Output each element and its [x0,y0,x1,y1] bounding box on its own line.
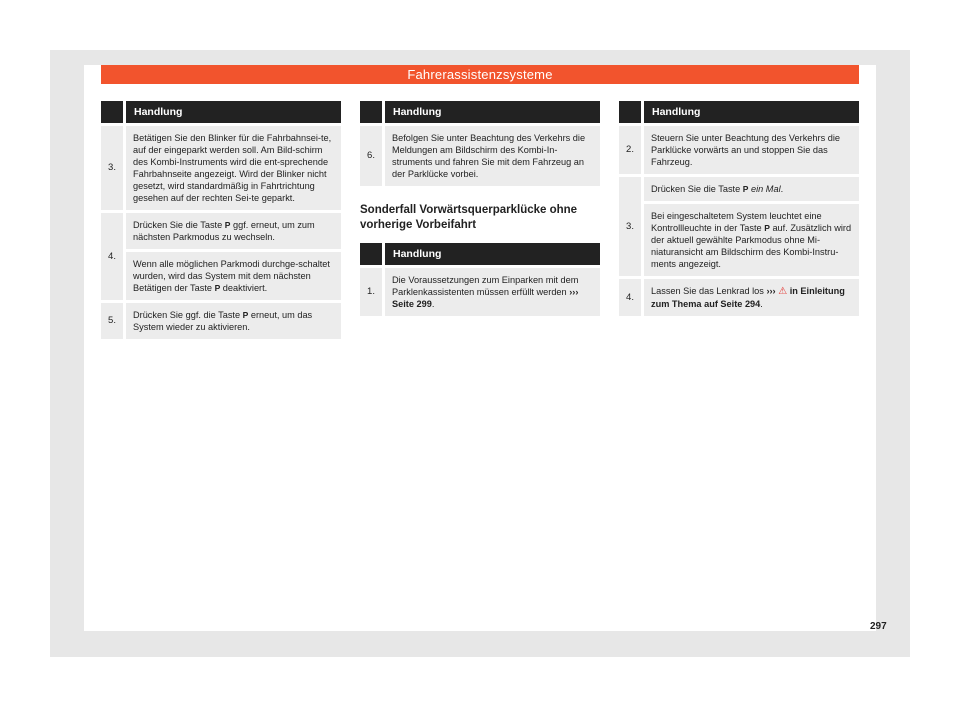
step-text: Drücken Sie die Taste P ggf. erneut, um zum nächsten Parkmodus zu wechseln. [126,213,341,249]
table-row [360,126,600,186]
table-row [360,268,600,316]
table-row [619,204,859,276]
parking-key-icon: P [764,223,770,233]
step-text: Betätigen Sie den Blinker für die Fahrbahnsei-te, auf der eingeparkt werden soll. Am Bild-schirm des Kombi-Instruments wird die ent-sprechende Fahrbahnseite angezeigt. Wird der Blinker nicht gesetzt, wird standardmäßig in Fahrtrichtung gesehen auf der rechten Sei-te geparkt. [126,126,341,210]
table-row [619,126,859,174]
step-number: 6. [360,126,385,186]
page-number: 297 [870,621,887,632]
table-header-row [619,101,859,123]
header-label: Handlung [644,101,859,123]
warning-icon: ⚠ [778,286,788,297]
action-table-3 [360,240,600,319]
table-row [101,252,341,300]
header-num-cell [360,101,385,123]
step-text: Wenn alle möglichen Parkmodi durchge-schaltet wurden, wird das System mit dem nächsten Betätigen der Taste P deaktiviert. [126,252,341,300]
table-row [101,126,341,210]
parking-key-icon: P [742,184,749,194]
step-text: Die Voraussetzungen zum Einparken mit dem Parklenkassistenten müssen erfüllt werden ››› Seite 299. [385,268,600,316]
step-number: 3. [101,126,126,210]
column-3 [619,101,859,319]
table-row [101,303,341,339]
step-number: 2. [619,126,644,174]
action-table-2 [360,98,600,189]
table-row [619,177,859,201]
action-table-4 [619,98,859,319]
reference-arrows: ››› [766,286,776,296]
chapter-header: Fahrerassistenzsysteme [101,65,859,84]
page-reference-link[interactable]: ››› Seite 299 [392,287,579,309]
parking-key-icon: P [242,310,249,320]
step-text: Steuern Sie unter Beachtung des Verkehrs die Parklücke vorwärts an und stoppen Sie das Fahrzeug. [644,126,859,174]
step-number: 1. [360,268,385,316]
header-num-cell [360,243,385,265]
section-title: Sonderfall Vorwärtsquerparklücke ohne vorherige Vorbeifahrt [360,204,578,231]
header-num-cell [619,101,644,123]
table-header-row [101,101,341,123]
column-1 [101,101,341,342]
action-table-1 [101,98,341,342]
parking-key-icon: P [214,283,221,293]
step-number: 3. [619,177,644,276]
step-number: 4. [101,213,126,300]
table-header-row [360,243,600,265]
table-header-row [360,101,600,123]
column-2 [360,101,600,319]
step-text: Bei eingeschaltetem System leuchtet eine Kontrollleuchte in der Taste P auf. Zusätzlich wird der aktuell gewählte Parkmodus ohne Mi-niaturansicht am Bildschirm des Kombi-Instru-ments angezeigt. [644,204,859,276]
header-label: Handlung [385,101,600,123]
header-label: Handlung [385,243,600,265]
step-text: Drücken Sie ggf. die Taste P erneut, um das System wieder zu aktivieren. [126,303,341,339]
step-text: Lassen Sie das Lenkrad los ››› ⚠ in Einleitung zum Thema auf Seite 294. [644,279,859,316]
parking-key-icon: P [224,220,231,230]
step-number: 5. [101,303,126,339]
page-reference-link[interactable]: in Einleitung zum Thema auf Seite 294 [651,286,845,309]
step-text: Drücken Sie die Taste P ein Mal. [644,177,859,201]
step-text: Befolgen Sie unter Beachtung des Verkehrs die Meldungen am Bildschirm des Kombi-In-struments und fahren Sie mit dem Fahrzeug an der Parklücke vorbei. [385,126,600,186]
header-label: Handlung [126,101,341,123]
step-number: 4. [619,279,644,316]
header-num-cell [101,101,126,123]
table-row [101,213,341,249]
table-row [619,279,859,316]
